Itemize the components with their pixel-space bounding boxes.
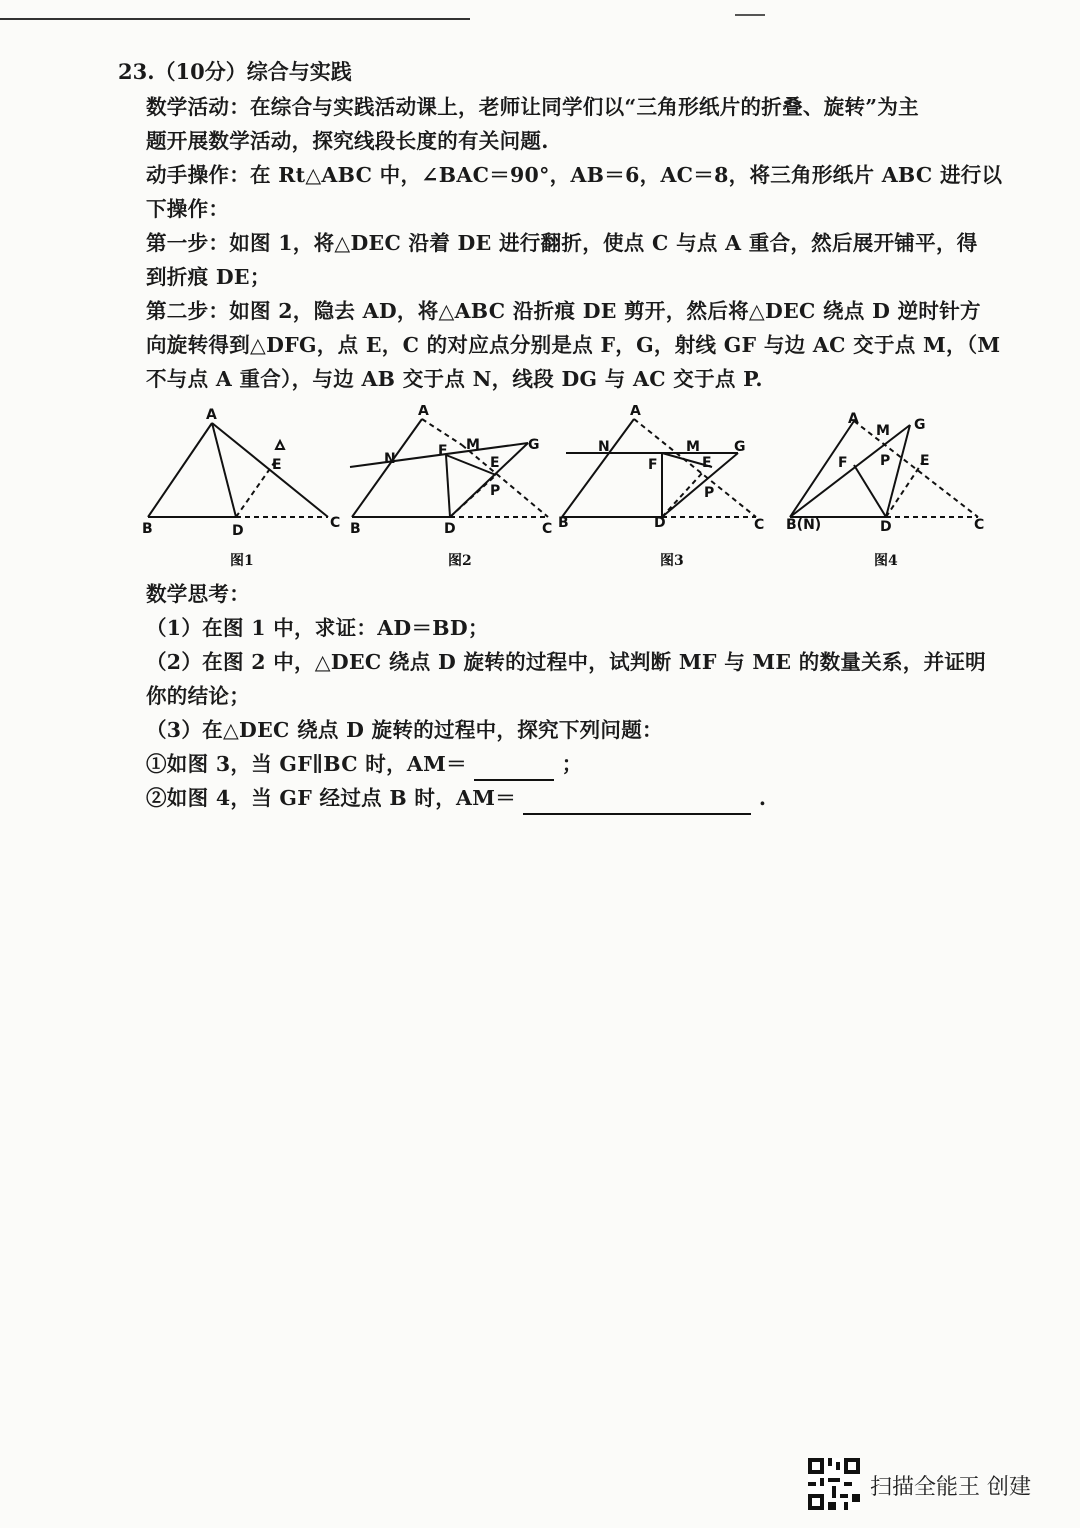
fig3-label-M: M — [686, 439, 700, 455]
fig2-label-E: E — [490, 455, 500, 471]
figures-row — [140, 405, 1000, 580]
fig2-label-N: N — [384, 451, 396, 467]
fig4-label-M: M — [876, 423, 890, 439]
scan-mark — [735, 14, 765, 16]
fig2-label-F: F — [438, 443, 448, 459]
fig3-label-B: B — [558, 515, 569, 531]
watermark-text: 扫描全能王 创建 — [870, 1475, 1031, 1500]
fig4-label-BN: B(N) — [786, 517, 822, 533]
fig4-label-A: A — [848, 411, 859, 427]
scanner-watermark — [808, 1458, 1058, 1510]
fig4-label-G: G — [914, 417, 926, 433]
question-3a-text: ①如图 3，当 GF∥BC 时，AM＝ — [146, 752, 467, 776]
fig2-label-G: G — [528, 437, 540, 453]
fig4-label-P: P — [880, 453, 891, 469]
fig3-label-F: F — [648, 457, 658, 473]
math-thinking — [146, 577, 991, 815]
question-3: （3）在△DEC 绕点 D 旋转的过程中，探究下列问题： — [146, 718, 663, 742]
answer-blank-3b[interactable] — [523, 791, 751, 815]
activity-line-2: 题开展数学活动，探究线段长度的有关问题. — [146, 129, 549, 153]
question-2-line-1: （2）在图 2 中，△DEC 绕点 D 旋转的过程中，试判断 MF 与 ME 的数量关系，并证明 — [146, 650, 986, 674]
question-2-line-2: 你的结论； — [146, 684, 250, 708]
fig2-label-M: M — [466, 437, 480, 453]
fig3-caption: 图3 — [660, 553, 684, 569]
thinking-title: 数学思考： — [146, 582, 250, 606]
figure-3 — [562, 419, 756, 517]
fig3-label-N: N — [598, 439, 610, 455]
fig4-label-E: E — [920, 453, 930, 469]
fig2-caption: 图2 — [448, 553, 472, 569]
fig3-label-P: P — [704, 485, 715, 501]
fig1-caption: 图1 — [230, 553, 254, 569]
fig2-label-A: A — [418, 405, 429, 419]
activity-line-1: 数学活动：在综合与实践活动课上，老师让同学们以“三角形纸片的折叠、旋转”为主 — [146, 95, 919, 119]
fig3-label-C: C — [754, 517, 765, 533]
fig3-label-G: G — [734, 439, 746, 455]
fig4-label-D: D — [880, 519, 892, 535]
fig1-label-A: A — [206, 407, 217, 423]
fig1-label-C: C — [330, 515, 341, 531]
fig2-label-C: C — [542, 521, 553, 537]
figure-1 — [148, 423, 328, 517]
operation-line-2: 下操作： — [146, 197, 230, 221]
question-header: 23.（10分）综合与实践 — [118, 59, 352, 84]
step1-line-2: 到折痕 DE； — [146, 265, 271, 289]
fig3-label-A: A — [630, 405, 641, 419]
fig3-label-E: E — [702, 455, 712, 471]
operation-line-1: 动手操作：在 Rt△ABC 中，∠BAC＝90°，AB＝6，AC＝8，将三角形纸片 ABC 进行以 — [146, 163, 1003, 187]
question-1: （1）在图 1 中，求证：AD＝BD； — [146, 616, 489, 640]
fig1-label-E: E — [272, 457, 282, 473]
fig4-caption: 图4 — [874, 553, 898, 569]
problem-statement — [146, 90, 1003, 396]
fig4-label-C: C — [974, 517, 985, 533]
step2-line-3: 不与点 A 重合），与边 AB 交于点 N，线段 DG 与 AC 交于点 P. — [146, 367, 763, 391]
fig1-label-B: B — [142, 521, 153, 537]
qr-code-icon — [808, 1458, 860, 1510]
question-3b-end: . — [758, 786, 767, 810]
question-3a-end: ； — [561, 752, 583, 776]
question-3b — [146, 781, 991, 815]
fig2-label-D: D — [444, 521, 456, 537]
fig4-label-F: F — [838, 455, 848, 471]
scan-top-edge — [0, 0, 470, 20]
step2-line-2: 向旋转得到△DFG，点 E，C 的对应点分别是点 F，G，射线 GF 与边 AC 交于点 M，（M — [146, 333, 1001, 357]
question-3a — [146, 747, 991, 781]
fig1-label-D: D — [232, 523, 244, 539]
fig2-label-B: B — [350, 521, 361, 537]
figure-2 — [350, 419, 548, 517]
question-3b-text: ②如图 4，当 GF 经过点 B 时，AM＝ — [146, 786, 517, 810]
fig3-label-D: D — [654, 515, 666, 531]
step2-line-1: 第二步：如图 2，隐去 AD，将△ABC 沿折痕 DE 剪开，然后将△DEC 绕点 D 逆时针方 — [146, 299, 981, 323]
fig2-label-P: P — [490, 483, 501, 499]
answer-blank-3a[interactable] — [474, 757, 554, 781]
step1-line-1: 第一步：如图 1，将△DEC 沿着 DE 进行翻折，使点 C 与点 A 重合，然后展开铺平，得 — [146, 231, 978, 255]
figures-svg — [140, 405, 1000, 580]
